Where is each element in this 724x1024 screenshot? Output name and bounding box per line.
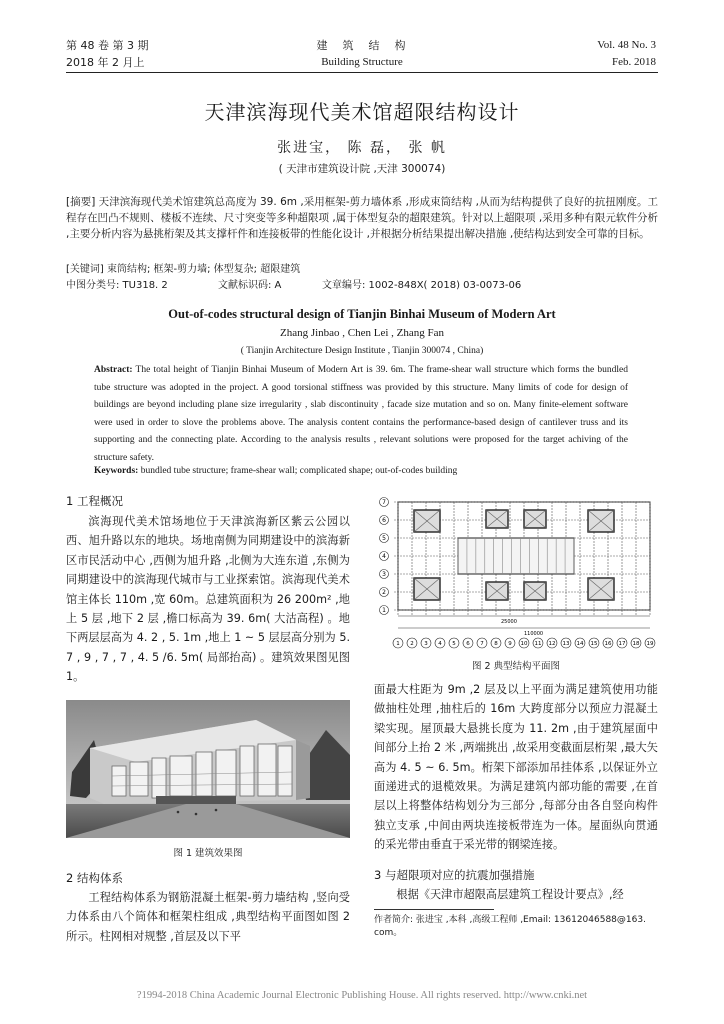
classification-number: 中图分类号: TU318. 2 bbox=[66, 280, 168, 291]
axis-label-col: 12 bbox=[548, 641, 556, 647]
axis-label-col: 14 bbox=[576, 641, 584, 647]
header-journal-cn: 建 筑 结 构 bbox=[316, 39, 408, 52]
paper-affiliation: ( 天津市建筑设计院 ,天津 300074) bbox=[278, 163, 446, 175]
header-rule bbox=[66, 72, 658, 73]
figure-2-caption: 图 2 典型结构平面图 bbox=[471, 661, 561, 672]
axis-label-col: 11 bbox=[534, 641, 542, 647]
axis-label-col: 7 bbox=[480, 641, 484, 647]
axis-label-row: 3 bbox=[382, 571, 386, 578]
dimension-bottom: 110000 bbox=[524, 631, 544, 637]
axis-label-col: 15 bbox=[590, 641, 598, 647]
central-atrium bbox=[458, 538, 574, 574]
axis-label-col: 16 bbox=[604, 641, 612, 647]
author-footnote: 作者简介: 张进宝 ,本科 ,高级工程师 ,Email: 13612046588@163. com。 bbox=[374, 915, 646, 938]
axis-label-col: 2 bbox=[410, 641, 414, 647]
english-affiliation: ( Tianjin Architecture Design Institute , Tianjin 300074 , China) bbox=[240, 346, 484, 356]
header-journal-en: Building Structure bbox=[321, 56, 403, 68]
section-3-heading: 3 与超限项对应的抗震加强措施 bbox=[374, 868, 535, 882]
axis-label-col: 13 bbox=[562, 641, 570, 647]
abstract-cn: [摘要] 天津滨海现代美术馆建筑总高度为 39. 6m ,采用框架-剪力墙体系 ,形成束筒结构 ,从而为结构提供了良好的抗扭刚度。工程存在凹凸不规则、楼板不连续、尺寸突变等多种超限项 ,属于体型复杂的超限建筑。针对以上超限项 ,采用多种有限元软件分析 ,主要分析内容为悬挑桁架及其支撑杆件和连接板带的性能化设计 ,并根据分析结果提出解决措施 ,使结构达到安全可靠的目标。 bbox=[66, 196, 658, 240]
english-title: Out-of-codes structural design of Tianjin Binhai Museum of Modern Art bbox=[168, 307, 556, 321]
axis-label-col: 5 bbox=[452, 641, 456, 647]
axis-label-col: 18 bbox=[632, 641, 640, 647]
axis-label-col: 8 bbox=[494, 641, 498, 647]
keywords-label: Keywords: bbox=[94, 466, 139, 476]
copyright-line: ?1994-2018 China Academic Journal Electronic Publishing House. All rights reserved. http://www.cnki.net bbox=[136, 990, 588, 1001]
keywords-text: bundled tube structure; frame-shear wall; complicated shape; out-of-codes building bbox=[138, 466, 458, 476]
axis-label-row: 1 bbox=[382, 607, 386, 614]
english-abstract bbox=[94, 362, 628, 467]
section-3-text: 根据《天津市超限高层建筑工程设计要点》,经 bbox=[396, 888, 624, 901]
section-2-continued-text: 面最大柱距为 9m ,2 层及以上平面为满足建筑使用功能做抽柱处理 ,抽柱后的 16m 大跨度部分以预应力混凝土梁实现。屋顶最大悬挑长度为 11. 2m ,由于建筑屋面中间部分上抬 2 米 ,两端挑出 ,故采用变截面层桁架 ,最大矢高为 4. 5 ~ 6. 5m。桁架下部添加吊挂体系 ,以保证外立面递进式的退榄效果。为满足建筑内部功能的需要 ,在首层以上将整体结构划分为三部分 ,每部分由各自竖向构件独立支承 ,中间由两块连接板带连为一体。屋面纵向贯通的采光带由垂直于采光带的钢梁连接。 bbox=[374, 683, 658, 852]
axis-label-row: 5 bbox=[382, 535, 386, 542]
dimension-top: 25000 bbox=[501, 619, 517, 625]
axis-label-col: 6 bbox=[466, 641, 470, 647]
figure-2-structural-plan bbox=[374, 494, 658, 652]
keywords-cn: [关键词] 束筒结构; 框架-剪力墙; 体型复杂; 超限建筑 bbox=[66, 264, 301, 275]
figure-1-caption: 图 1 建筑效果图 bbox=[173, 848, 243, 859]
document-code: 文献标识码: A bbox=[218, 280, 282, 291]
footnote-rule bbox=[374, 909, 494, 910]
axis-label-col: 19 bbox=[646, 641, 654, 647]
axis-label-row: 4 bbox=[382, 553, 386, 560]
header-date-cn: 2018 年 2 月上 bbox=[66, 56, 145, 69]
axis-label-col: 1 bbox=[396, 641, 400, 647]
english-authors: Zhang Jinbao , Chen Lei , Zhang Fan bbox=[279, 327, 445, 339]
axis-label-col: 10 bbox=[520, 641, 528, 647]
axis-label-row: 7 bbox=[382, 499, 386, 506]
header-volume-cn: 第 48 卷 第 3 期 bbox=[66, 39, 149, 52]
article-number: 文章编号: 1002-848X( 2018) 03-0073-06 bbox=[322, 280, 522, 291]
axis-label-col: 9 bbox=[508, 641, 512, 647]
axis-label-row: 2 bbox=[382, 589, 386, 596]
axis-label-col: 17 bbox=[618, 641, 626, 647]
english-keywords bbox=[94, 466, 457, 476]
section-2-heading: 2 结构体系 bbox=[66, 871, 123, 885]
section-2-text: 工程结构体系为钢筋混凝土框架-剪力墙结构 ,竖向受力体系由八个筒体和框架柱组成 ,典型结构平面图如图 2 所示。柱网相对规整 ,首层及以下平 bbox=[66, 891, 350, 943]
axis-label-row: 6 bbox=[382, 517, 386, 524]
axis-label-col: 4 bbox=[438, 641, 442, 647]
figure-1-rendering bbox=[66, 700, 350, 838]
section-1-heading: 1 工程概况 bbox=[66, 494, 123, 508]
header-date-en: Feb. 2018 bbox=[612, 56, 656, 68]
paper-authors: 张进宝， 陈 磊， 张 帆 bbox=[277, 140, 447, 156]
axis-label-col: 3 bbox=[424, 641, 428, 647]
abstract-text: The total height of Tianjin Binhai Museum of Modern Art is 39. 6m. The frame-shear wall structure which forms the bundled tube structure was adopted in the project. A good torsional stiffness was provided by this structure. Many limits of code for design of buildings are beyond including plane size irregularity , slab discontinuity , facade size mutation and so on. Many finite-element software were used in order to slove the problems above. The analysis content contains the performance-based design of cantilever truss and its supporting and the connecting plate. According to the analysis results , relevant solutions were proposed for the target achiving of the structure safety. bbox=[94, 365, 628, 463]
section-1-text: 滨海现代美术馆场地位于天津滨海新区紫云公园以西、旭升路以东的地块。场地南侧为同期建设中的滨海新区市民活动中心 ,西侧为旭升路 ,北侧为大连东道 ,东侧为同期建设中的滨海现代城市与工业探索馆。滨海现代美术馆主体长 110m ,宽 60m。总建筑面积为 26 200m² ,地上 5 层 ,地下 2 层 ,檐口标高为 39. 6m( 大沽高程) 。地下两层层高为 4. 2 , 5. 1m ,地上 1 ~ 5 层层高分别为 5. 7 , 9 , 7 , 7 , 4. 5 /6. 5m( 局部抬高) 。建筑效果图见图 1。 bbox=[66, 515, 350, 684]
header-volume-en: Vol. 48 No. 3 bbox=[597, 39, 656, 51]
paper-title: 天津滨海现代美术馆超限结构设计 bbox=[204, 100, 520, 124]
abstract-label: Abstract: bbox=[94, 365, 133, 375]
